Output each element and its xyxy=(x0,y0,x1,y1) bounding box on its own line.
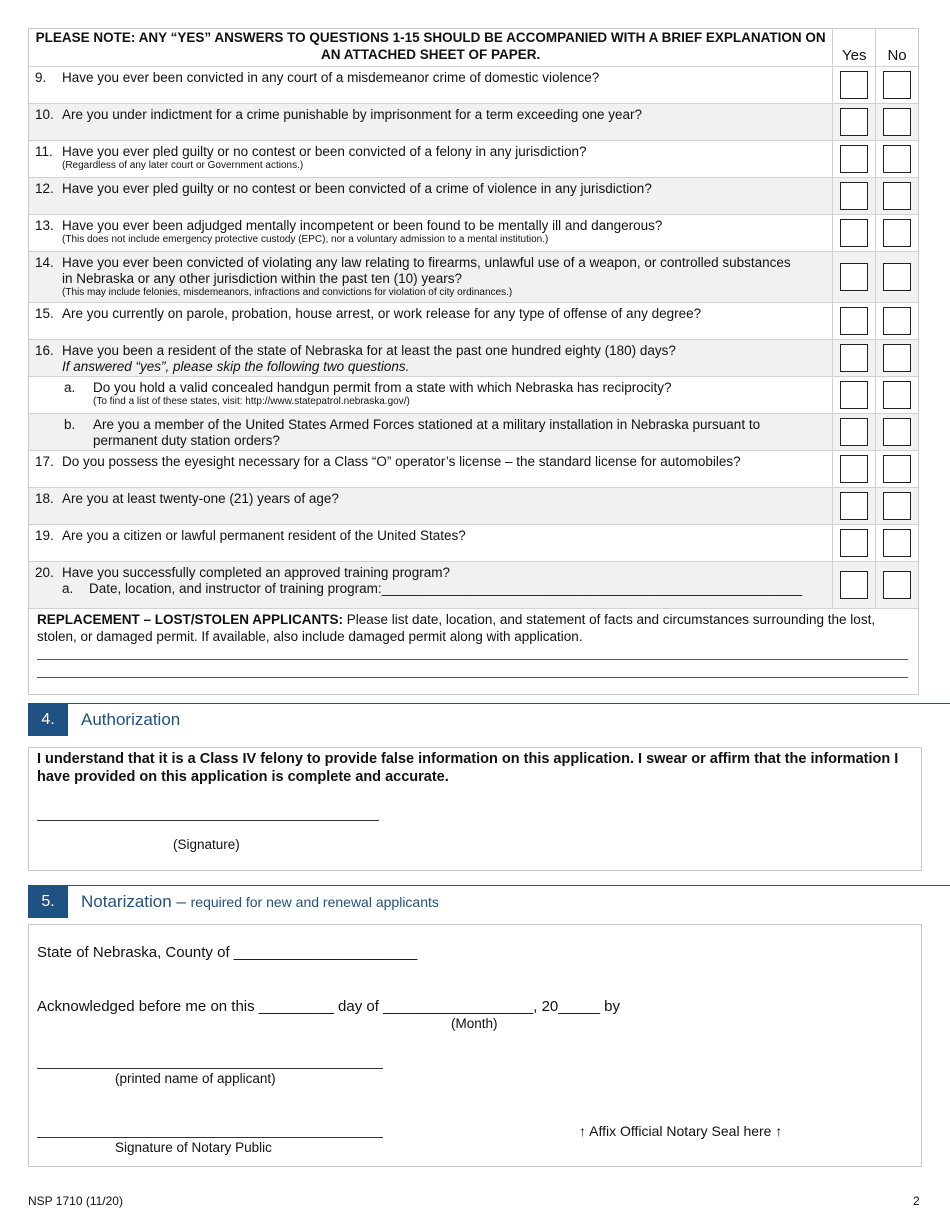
replacement-text: Please list date, location, and statement of facts and circumstances surrounding the lost, stolen, or damaged permit. If available, also include damaged permit along with application. xyxy=(37,612,876,644)
q10-yes-checkbox[interactable] xyxy=(840,108,868,136)
questions-note: PLEASE NOTE: ANY “YES” ANSWERS TO QUESTIONS 1-15 SHOULD BE ACCOMPANIED WITH A BRIEF EXPLANATION ON AN ATTACHED SHEET OF PAPER. xyxy=(35,30,826,62)
question-row-15 xyxy=(29,302,918,339)
notary-signature-label: Signature of Notary Public xyxy=(115,1140,272,1155)
printed-name-label: (printed name of applicant) xyxy=(115,1071,276,1086)
question-number: b. xyxy=(64,417,76,432)
question-row-10 xyxy=(29,103,918,140)
notarization-title: Notarization – xyxy=(81,892,191,911)
question-number: 12. xyxy=(35,181,54,196)
q16b-no-checkbox[interactable] xyxy=(883,418,911,446)
yes-column-header: Yes xyxy=(832,29,875,66)
question-number: 10. xyxy=(35,107,54,122)
question-row-20 xyxy=(29,561,918,608)
question-row-13 xyxy=(29,214,918,251)
section-title xyxy=(81,892,439,912)
question-text: Are you under indictment for a crime punishable by imprisonment for a term exceeding one year? xyxy=(62,107,643,122)
question-row-19 xyxy=(29,524,918,561)
authorization-box xyxy=(28,747,922,871)
question-text: Have you ever pled guilty or no contest or been convicted of a crime of violence in any jurisdiction? xyxy=(62,181,652,196)
q20-yes-checkbox[interactable] xyxy=(840,571,868,599)
question-row-11 xyxy=(29,140,918,177)
q12-no-checkbox[interactable] xyxy=(883,182,911,210)
notary-seal-label: ↑ Affix Official Notary Seal here ↑ xyxy=(579,1123,783,1139)
q16-no-checkbox[interactable] xyxy=(883,344,911,372)
replacement-line-1[interactable] xyxy=(37,659,908,660)
section-number: 5. xyxy=(28,885,68,918)
question-row-9 xyxy=(29,66,918,103)
q19-yes-checkbox[interactable] xyxy=(840,529,868,557)
question-instruction: If answered “yes”, please skip the following two questions. xyxy=(62,359,410,374)
question-number: 15. xyxy=(35,306,54,321)
q18-no-checkbox[interactable] xyxy=(883,492,911,520)
question-text: Have you ever been adjudged mentally incompetent or been found to be mentally ill and dangerous? xyxy=(62,218,663,233)
q13-yes-checkbox[interactable] xyxy=(840,219,868,247)
question-note: (Regardless of any later court or Government actions.) xyxy=(62,160,304,171)
question-number: 17. xyxy=(35,454,54,469)
question-row-14 xyxy=(29,251,918,302)
section-title: Authorization xyxy=(81,710,181,729)
no-column-header: No xyxy=(875,29,918,66)
question-number: 20. xyxy=(35,565,54,580)
q12-yes-checkbox[interactable] xyxy=(840,182,868,210)
section-number: 4. xyxy=(28,703,68,736)
question-row-16 xyxy=(29,339,918,376)
questions-table xyxy=(28,28,919,695)
question-row-18 xyxy=(29,487,918,524)
question-text-continued: in Nebraska or any other jurisdiction within the past ten (10) years? xyxy=(62,271,462,286)
replacement-section xyxy=(29,608,918,694)
signature-label: (Signature) xyxy=(173,837,240,852)
question-text: Are you a citizen or lawful permanent resident of the United States? xyxy=(62,528,466,543)
question-text: Are you currently on parole, probation, house arrest, or work release for any type of offense of any degree? xyxy=(62,306,702,321)
q17-no-checkbox[interactable] xyxy=(883,455,911,483)
q13-no-checkbox[interactable] xyxy=(883,219,911,247)
question-number: 18. xyxy=(35,491,54,506)
questions-header-row xyxy=(29,29,918,66)
question-row-16a xyxy=(29,376,918,413)
question-note: (This does not include emergency protective custody (EPC), nor a voluntary admission to a mental institution.) xyxy=(62,234,549,245)
question-number: 16. xyxy=(35,343,54,358)
q14-yes-checkbox[interactable] xyxy=(840,263,868,291)
q16a-yes-checkbox[interactable] xyxy=(840,381,868,409)
question-number: a. xyxy=(64,380,76,395)
q20-no-checkbox[interactable] xyxy=(883,571,911,599)
question-sub-number: a. xyxy=(62,581,74,596)
q17-yes-checkbox[interactable] xyxy=(840,455,868,483)
replacement-line-2[interactable] xyxy=(37,677,908,678)
question-note: (This may include felonies, misdemeanors, infractions and convictions for violation of city ordinances.) xyxy=(62,287,513,298)
question-text: Have you ever been convicted of violating any law relating to firearms, unlawful use of a weapon, or controlled substances xyxy=(62,255,791,270)
authorization-statement: I understand that it is a Class IV felony to provide false information on this application. I swear or affirm that the information I have provided on this application is complete and accurate. xyxy=(37,751,899,785)
q19-no-checkbox[interactable] xyxy=(883,529,911,557)
question-number: 13. xyxy=(35,218,54,233)
question-row-16b xyxy=(29,413,918,450)
q18-yes-checkbox[interactable] xyxy=(840,492,868,520)
form-id: NSP 1710 (11/20) xyxy=(28,1194,123,1208)
question-number: 9. xyxy=(35,70,47,85)
question-number: 11. xyxy=(35,144,53,159)
replacement-title: REPLACEMENT – LOST/STOLEN APPLICANTS: xyxy=(37,612,344,627)
notarization-box xyxy=(28,924,922,1167)
question-text: Have you ever pled guilty or no contest or been convicted of a felony in any jurisdiction? xyxy=(62,144,587,159)
question-text: Do you hold a valid concealed handgun permit from a state with which Nebraska has reciprocity? xyxy=(93,380,672,395)
q15-no-checkbox[interactable] xyxy=(883,307,911,335)
question-text: Are you at least twenty-one (21) years of age? xyxy=(62,491,339,506)
q14-no-checkbox[interactable] xyxy=(883,263,911,291)
question-note: (To find a list of these states, visit: http://www.statepatrol.nebraska.gov/) xyxy=(93,396,410,407)
notary-signature-line[interactable] xyxy=(37,1137,383,1138)
q9-yes-checkbox[interactable] xyxy=(840,71,868,99)
question-row-12 xyxy=(29,177,918,214)
question-row-17 xyxy=(29,450,918,487)
question-text: Do you possess the eyesight necessary for a Class “O” operator’s license – the standard license for automobiles? xyxy=(62,454,741,469)
q16b-yes-checkbox[interactable] xyxy=(840,418,868,446)
printed-name-line[interactable] xyxy=(37,1068,383,1069)
acknowledged-line[interactable]: Acknowledged before me on this _________ day of __________________, 20_____ by xyxy=(37,998,620,1015)
signature-line[interactable] xyxy=(37,820,379,821)
question-text: Have you successfully completed an approved training program? xyxy=(62,565,450,580)
question-number: 19. xyxy=(35,528,54,543)
month-label: (Month) xyxy=(451,1016,498,1031)
training-details-field[interactable]: Date, location, and instructor of training program:________________________________________________________ xyxy=(89,581,803,596)
q15-yes-checkbox[interactable] xyxy=(840,307,868,335)
question-number: 14. xyxy=(35,255,54,270)
q16-yes-checkbox[interactable] xyxy=(840,344,868,372)
question-text: Are you a member of the United States Armed Forces stationed at a military installation in Nebraska pursuant to xyxy=(93,417,761,432)
page-number: 2 xyxy=(913,1194,920,1208)
notarization-section-header xyxy=(28,885,950,918)
q11-no-checkbox[interactable] xyxy=(883,145,911,173)
notarization-subtitle: required for new and renewal applicants xyxy=(190,894,439,910)
question-text: Have you ever been convicted in any court of a misdemeanor crime of domestic violence? xyxy=(62,70,600,85)
authorization-section-header xyxy=(28,703,950,736)
question-text: Have you been a resident of the state of Nebraska for at least the past one hundred eighty (180) days? xyxy=(62,343,676,358)
q9-no-checkbox[interactable] xyxy=(883,71,911,99)
q16a-no-checkbox[interactable] xyxy=(883,381,911,409)
question-text-continued: permanent duty station orders? xyxy=(93,433,280,448)
q11-yes-checkbox[interactable] xyxy=(840,145,868,173)
q10-no-checkbox[interactable] xyxy=(883,108,911,136)
state-county-line[interactable]: State of Nebraska, County of ______________________ xyxy=(37,944,418,961)
